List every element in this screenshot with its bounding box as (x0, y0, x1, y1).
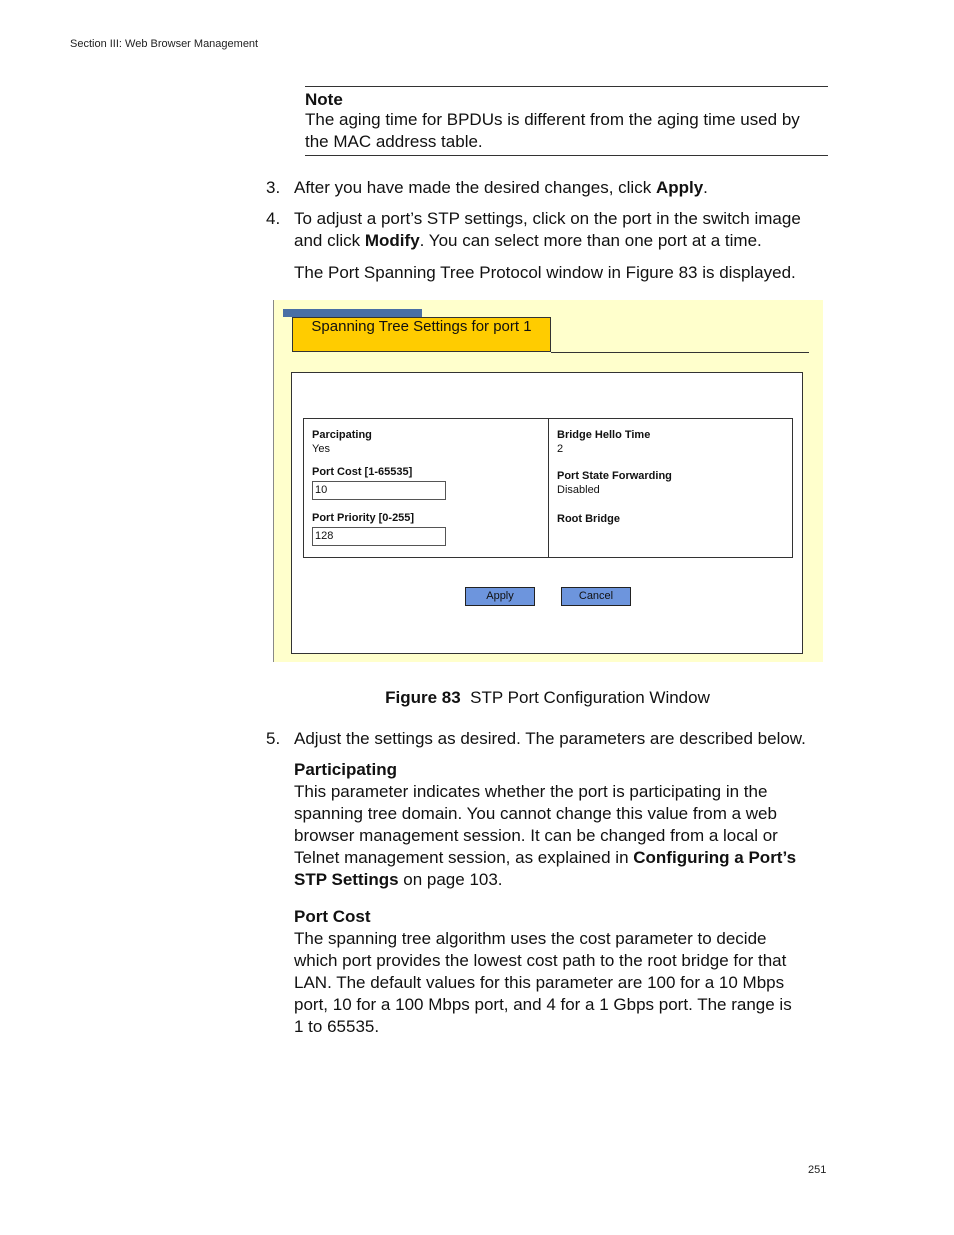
step-4-number: 4. (266, 209, 281, 228)
step-4-pre: To adjust a port’s STP settings, click on the port in the switch image and click (294, 209, 801, 250)
port-cost-heading: Port Cost (294, 907, 371, 926)
figure-caption-label: Figure 83 (385, 688, 461, 707)
port-cost-description: The spanning tree algorithm uses the cost parameter to decide which port provides the lowest cost path to the root bridge for that LAN. The default values for this parameter are 100 for a 10 Mbps port, 10 for a 100 Mbps port, and 4 for a 1 Gbps port. The range is 1 to 65535. (294, 929, 792, 1036)
port-cost-label: Port Cost [1-65535] (312, 466, 413, 478)
page-number: 251 (808, 1164, 827, 1176)
step-3-bold: Apply (655, 178, 704, 197)
cancel-button[interactable]: Cancel (561, 587, 631, 606)
settings-group (303, 418, 793, 558)
note-box (305, 86, 828, 156)
port-state-value: Disabled (557, 484, 600, 496)
step-4-followup: The Port Spanning Tree Protocol window in Figure 83 is displayed. (294, 263, 796, 282)
step-3-text (294, 177, 824, 199)
figure-screenshot (273, 300, 823, 662)
participating-heading: Participating (294, 760, 397, 779)
step-4-post: . You can select more than one port at a time. (419, 231, 762, 250)
step-5-text: Adjust the settings as desired. The parameters are described below. (294, 729, 806, 748)
step-3-post: . (703, 178, 708, 197)
port-priority-input[interactable]: 128 (312, 527, 446, 546)
note-title: Note (305, 90, 343, 109)
participating-xref: Configuring a Port’s STP Settings (294, 848, 797, 889)
step-4-text (294, 208, 824, 252)
tab-spanning-tree-settings[interactable]: Spanning Tree Settings for port 1 (292, 317, 551, 352)
participating-label: Parcipating (312, 429, 372, 441)
participating-post: on page 103. (398, 870, 503, 889)
figure-caption (273, 687, 822, 709)
port-priority-label: Port Priority [0-255] (312, 512, 415, 524)
participating-pre: This parameter indicates whether the port is participating in the spanning tree domain. You cannot change this value from a web browser management session. It can be changed from a local or Telnet management session, as explained in (294, 782, 778, 867)
port-cost-input[interactable]: 10 (312, 481, 446, 500)
column-divider (548, 419, 549, 557)
bridge-hello-label: Bridge Hello Time (557, 429, 651, 441)
bridge-hello-value: 2 (557, 443, 564, 455)
step-5-number: 5. (266, 729, 281, 748)
page-header: Section III: Web Browser Management (70, 38, 259, 50)
tab-underline (551, 352, 809, 353)
step-3-pre: After you have made the desired changes, click (294, 178, 656, 197)
settings-panel (291, 372, 803, 654)
figure-caption-text: STP Port Configuration Window (470, 688, 710, 707)
root-bridge-label: Root Bridge (557, 513, 620, 525)
step-3-number: 3. (266, 178, 281, 197)
step-4-bold: Modify (364, 231, 420, 250)
apply-button[interactable]: Apply (465, 587, 535, 606)
note-text: The aging time for BPDUs is different from the aging time used by the MAC address table. (305, 110, 800, 151)
participating-description (294, 781, 809, 891)
port-state-label: Port State Forwarding (557, 470, 672, 482)
tab-bar (283, 309, 422, 317)
participating-value: Yes (312, 443, 330, 455)
